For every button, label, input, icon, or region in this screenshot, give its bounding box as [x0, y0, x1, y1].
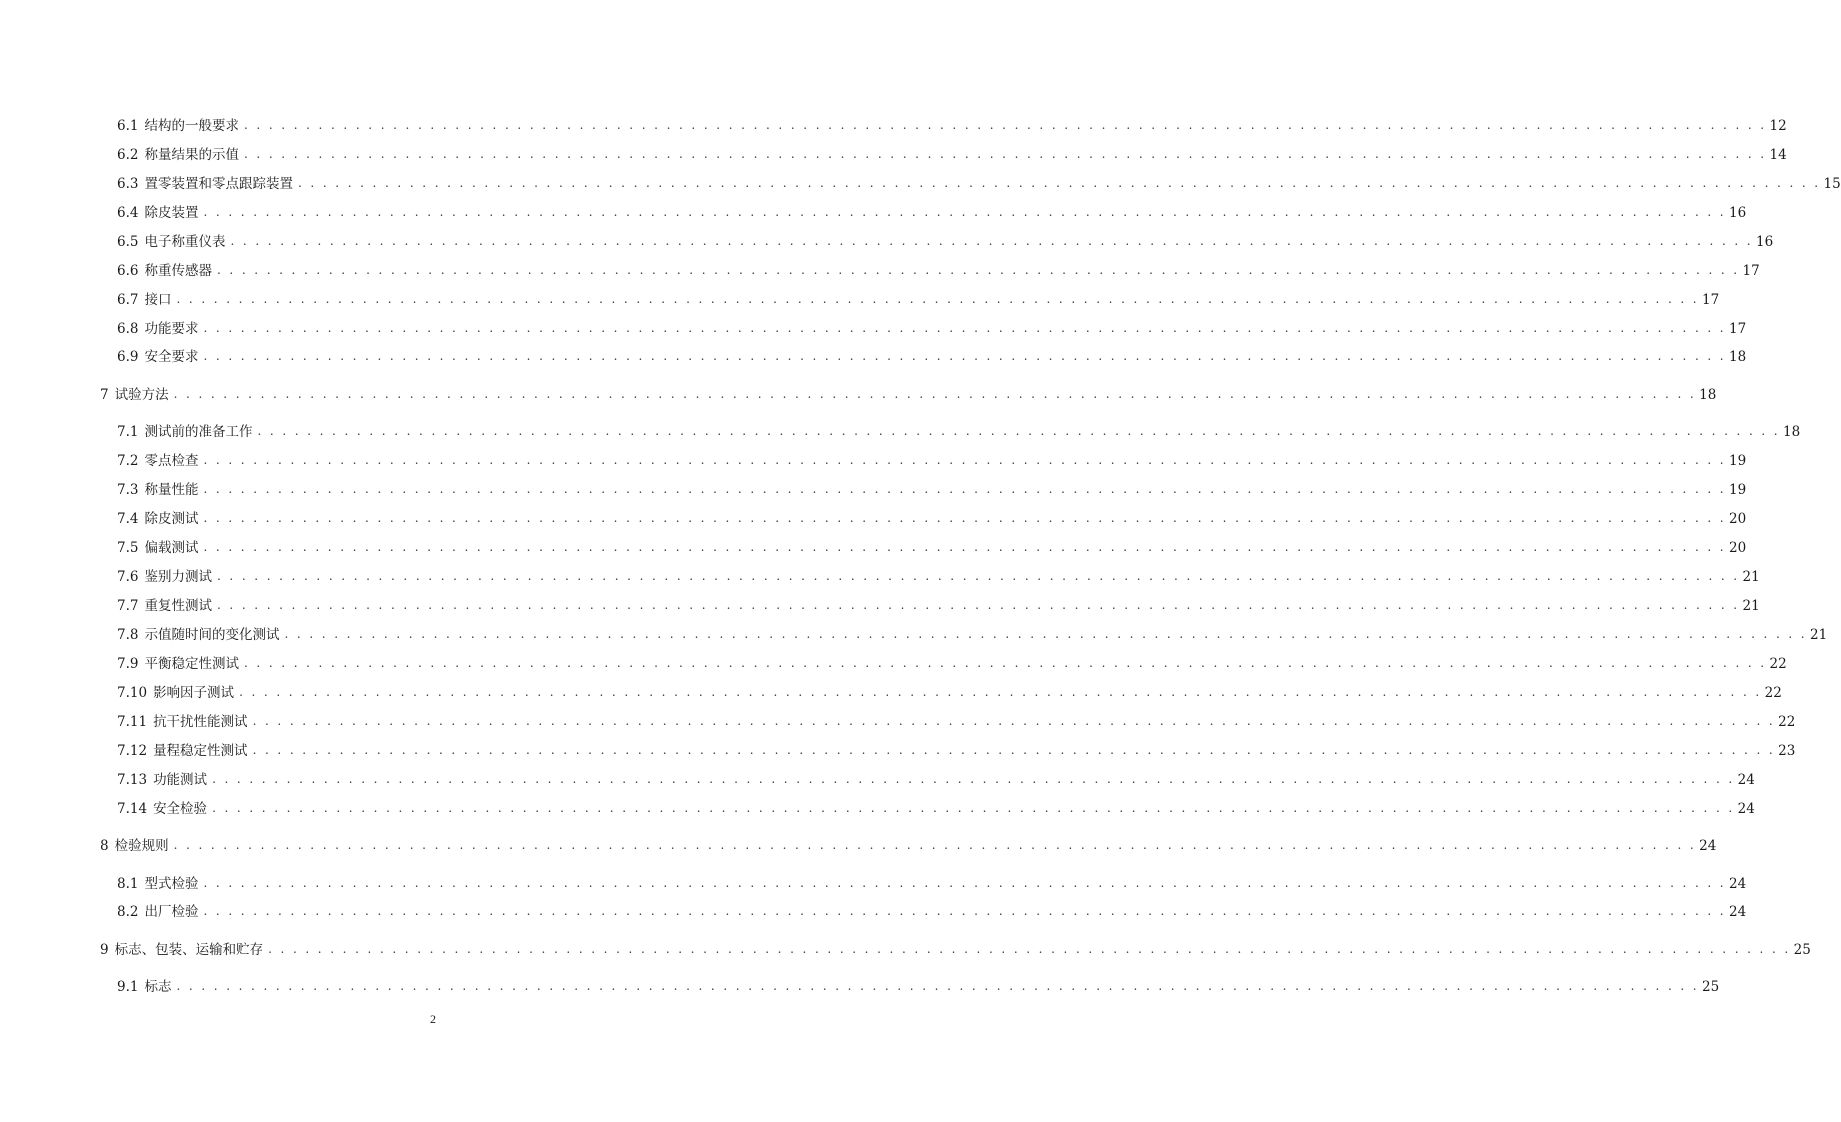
toc-dot-leader: . . . . . . . . . . . . . . . . . . . . . . . . . . . . . . . . . . . . . . . . . . . . . . . . . . . . . . . . . . . . . . . . . . . . . . . . . . . . . . . . . . . . . . . . . . . . . . . . . . . . . . . . . . . . . . . . . . . . . . . . . . . — [176, 979, 1700, 993]
toc-entry-title: 标志 — [144, 979, 172, 995]
toc-section-entry[interactable] — [117, 291, 1720, 309]
toc-entry-number: 6.4 — [117, 205, 139, 221]
toc-section-entry[interactable] — [117, 742, 1796, 760]
toc-entry-page: 25 — [1793, 942, 1811, 958]
toc-entry-title: 型式检验 — [144, 876, 199, 892]
toc-entry-page: 24 — [1729, 876, 1747, 892]
toc-entry-number: 7.5 — [117, 540, 139, 556]
toc-section-entry[interactable] — [117, 655, 1787, 673]
toc-entry-number: 7.7 — [117, 598, 139, 614]
toc-section-entry[interactable] — [117, 903, 1747, 921]
toc-entry-title: 检验规则 — [114, 838, 169, 854]
toc-section-entry[interactable] — [117, 204, 1747, 222]
toc-entry-page: 16 — [1756, 234, 1774, 250]
toc-entry-title: 影响因子测试 — [153, 685, 235, 701]
toc-dot-leader: . . . . . . . . . . . . . . . . . . . . . . . . . . . . . . . . . . . . . . . . . . . . . . . . . . . . . . . . . . . . . . . . . . . . . . . . . . . . . . . . . . . . . . . . . . . . . . . . . . . . . . . . . . . . . . . . . . . . . . . . . . . — [268, 942, 1791, 956]
toc-section-entry[interactable] — [117, 146, 1787, 164]
toc-entry-number: 6.5 — [117, 234, 139, 250]
toc-dot-leader: . . . . . . . . . . . . . . . . . . . . . . . . . . . . . . . . . . . . . . . . . . . . . . . . . . . . . . . . . . . . . . . . . . . . . . . . . . . . . . . . . . . . . . . . . . . . . . . . . . . . . . . . . . . . . . . . . . . . . . . . . . . — [203, 205, 1727, 219]
toc-entry-title: 接口 — [144, 292, 172, 308]
toc-entry-page: 25 — [1702, 979, 1720, 995]
toc-section-entry[interactable] — [117, 597, 1760, 615]
toc-dot-leader: . . . . . . . . . . . . . . . . . . . . . . . . . . . . . . . . . . . . . . . . . . . . . . . . . . . . . . . . . . . . . . . . . . . . . . . . . . . . . . . . . . . . . . . . . . . . . . . . . . . . . . . . . . . . . . . . . . . . . . . . . . . — [252, 714, 1776, 728]
toc-entry-title: 除皮装置 — [144, 205, 199, 221]
toc-dot-leader: . . . . . . . . . . . . . . . . . . . . . . . . . . . . . . . . . . . . . . . . . . . . . . . . . . . . . . . . . . . . . . . . . . . . . . . . . . . . . . . . . . . . . . . . . . . . . . . . . . . . . . . . . . . . . . . . . . . . . . . . . . . — [243, 118, 1767, 132]
toc-dot-leader: . . . . . . . . . . . . . . . . . . . . . . . . . . . . . . . . . . . . . . . . . . . . . . . . . . . . . . . . . . . . . . . . . . . . . . . . . . . . . . . . . . . . . . . . . . . . . . . . . . . . . . . . . . . . . . . . . . . . . . . . . . . — [173, 838, 1697, 852]
toc-entry-title: 功能要求 — [144, 321, 199, 337]
toc-entry-number: 7.13 — [117, 772, 148, 788]
toc-entry-page: 22 — [1764, 685, 1782, 701]
toc-dot-leader: . . . . . . . . . . . . . . . . . . . . . . . . . . . . . . . . . . . . . . . . . . . . . . . . . . . . . . . . . . . . . . . . . . . . . . . . . . . . . . . . . . . . . . . . . . . . . . . . . . . . . . . . . . . . . . . . . . . . . . . . . . . — [257, 424, 1781, 438]
toc-entry-page: 12 — [1769, 118, 1787, 134]
toc-dot-leader: . . . . . . . . . . . . . . . . . . . . . . . . . . . . . . . . . . . . . . . . . . . . . . . . . . . . . . . . . . . . . . . . . . . . . . . . . . . . . . . . . . . . . . . . . . . . . . . . . . . . . . . . . . . . . . . . . . . . . . . . . . . — [203, 453, 1727, 467]
toc-entry-title: 标志、包装、运输和贮存 — [114, 942, 264, 958]
toc-entry-page: 21 — [1742, 569, 1760, 585]
toc-section-entry[interactable] — [117, 684, 1782, 702]
toc-entry-page: 24 — [1737, 801, 1755, 817]
toc-entry-number: 7.14 — [117, 801, 148, 817]
toc-entry-page: 18 — [1783, 424, 1801, 440]
toc-dot-leader: . . . . . . . . . . . . . . . . . . . . . . . . . . . . . . . . . . . . . . . . . . . . . . . . . . . . . . . . . . . . . . . . . . . . . . . . . . . . . . . . . . . . . . . . . . . . . . . . . . . . . . . . . . . . . . . . . . . . . . . . . . . — [176, 292, 1700, 306]
toc-entry-title: 称重传感器 — [144, 263, 212, 279]
toc-entry-number: 7.9 — [117, 656, 139, 672]
toc-section-entry[interactable] — [117, 233, 1774, 251]
toc-entry-number: 7.2 — [117, 453, 139, 469]
toc-dot-leader: . . . . . . . . . . . . . . . . . . . . . . . . . . . . . . . . . . . . . . . . . . . . . . . . . . . . . . . . . . . . . . . . . . . . . . . . . . . . . . . . . . . . . . . . . . . . . . . . . . . . . . . . . . . . . . . . . . . . . . . . . . . — [216, 598, 1740, 612]
toc-entry-page: 24 — [1737, 772, 1755, 788]
toc-entry-number: 8 — [100, 838, 109, 854]
toc-entry-title: 抗干扰性能测试 — [153, 714, 248, 730]
toc-dot-leader: . . . . . . . . . . . . . . . . . . . . . . . . . . . . . . . . . . . . . . . . . . . . . . . . . . . . . . . . . . . . . . . . . . . . . . . . . . . . . . . . . . . . . . . . . . . . . . . . . . . . . . . . . . . . . . . . . . . . . . . . . . . — [239, 685, 1762, 699]
toc-dot-leader: . . . . . . . . . . . . . . . . . . . . . . . . . . . . . . . . . . . . . . . . . . . . . . . . . . . . . . . . . . . . . . . . . . . . . . . . . . . . . . . . . . . . . . . . . . . . . . . . . . . . . . . . . . . . . . . . . . . . . . . . . . . — [230, 234, 1754, 248]
toc-entry-number: 7.10 — [117, 685, 148, 701]
toc-entry-page: 21 — [1742, 598, 1760, 614]
toc-entry-page: 20 — [1729, 540, 1747, 556]
toc-entry-number: 6.1 — [117, 118, 139, 134]
toc-entry-page: 23 — [1778, 743, 1796, 759]
toc-dot-leader: . . . . . . . . . . . . . . . . . . . . . . . . . . . . . . . . . . . . . . . . . . . . . . . . . . . . . . . . . . . . . . . . . . . . . . . . . . . . . . . . . . . . . . . . . . . . . . . . . . . . . . . . . . . . . . . . . . . . . . . . . . . — [212, 801, 1735, 815]
toc-entry-page: 19 — [1729, 453, 1747, 469]
toc-entry-title: 置零装置和零点跟踪装置 — [144, 176, 293, 192]
toc-entry-title: 称量结果的示值 — [144, 147, 239, 163]
toc-entry-title: 重复性测试 — [144, 598, 212, 614]
toc-entry-number: 7.12 — [117, 743, 148, 759]
toc-section-entry[interactable] — [117, 568, 1760, 586]
toc-entry-number: 9 — [100, 942, 109, 958]
toc-entry-page: 21 — [1810, 627, 1828, 643]
toc-entry-page: 17 — [1729, 321, 1747, 337]
toc-entry-title: 平衡稳定性测试 — [144, 656, 239, 672]
toc-dot-leader: . . . . . . . . . . . . . . . . . . . . . . . . . . . . . . . . . . . . . . . . . . . . . . . . . . . . . . . . . . . . . . . . . . . . . . . . . . . . . . . . . . . . . . . . . . . . . . . . . . . . . . . . . . . . . . . . . . . . . . . . . . . — [216, 263, 1740, 277]
toc-section-entry[interactable] — [117, 510, 1747, 528]
toc-entry-title: 量程稳定性测试 — [153, 743, 248, 759]
toc-entry-page: 24 — [1699, 838, 1717, 854]
toc-entry-title: 功能测试 — [153, 772, 208, 788]
toc-dot-leader: . . . . . . . . . . . . . . . . . . . . . . . . . . . . . . . . . . . . . . . . . . . . . . . . . . . . . . . . . . . . . . . . . . . . . . . . . . . . . . . . . . . . . . . . . . . . . . . . . . . . . . . . . . . . . . . . . . . . . . . . . . . — [203, 321, 1727, 335]
toc-section-entry[interactable] — [117, 348, 1747, 366]
toc-section-entry[interactable] — [117, 626, 1828, 644]
toc-entry-title: 结构的一般要求 — [144, 118, 239, 134]
toc-entry-page: 17 — [1702, 292, 1720, 308]
toc-entry-title: 称量性能 — [144, 482, 199, 498]
toc-entry-title: 电子称重仪表 — [144, 234, 226, 250]
toc-section-entry[interactable] — [117, 978, 1720, 996]
toc-entry-page: 15 — [1823, 176, 1841, 192]
toc-entry-title: 示值随时间的变化测试 — [144, 627, 280, 643]
toc-entry-number: 7.11 — [117, 714, 148, 730]
toc-entry-page: 22 — [1778, 714, 1796, 730]
toc-entry-page: 18 — [1729, 349, 1747, 365]
toc-entry-title: 鉴别力测试 — [144, 569, 212, 585]
toc-entry-number: 7 — [100, 387, 109, 403]
toc-entry-title: 安全要求 — [144, 349, 199, 365]
toc-section-entry[interactable] — [117, 423, 1801, 441]
toc-entry-number: 7.8 — [117, 627, 139, 643]
toc-dot-leader: . . . . . . . . . . . . . . . . . . . . . . . . . . . . . . . . . . . . . . . . . . . . . . . . . . . . . . . . . . . . . . . . . . . . . . . . . . . . . . . . . . . . . . . . . . . . . . . . . . . . . . . . . . . . . . . . . . . . . . . . . . . — [203, 904, 1727, 918]
toc-dot-leader: . . . . . . . . . . . . . . . . . . . . . . . . . . . . . . . . . . . . . . . . . . . . . . . . . . . . . . . . . . . . . . . . . . . . . . . . . . . . . . . . . . . . . . . . . . . . . . . . . . . . . . . . . . . . . . . . . . . . . . . . . . . — [284, 627, 1808, 641]
toc-entry-page: 24 — [1729, 904, 1747, 920]
toc-entry-title: 出厂检验 — [144, 904, 199, 920]
toc-dot-leader: . . . . . . . . . . . . . . . . . . . . . . . . . . . . . . . . . . . . . . . . . . . . . . . . . . . . . . . . . . . . . . . . . . . . . . . . . . . . . . . . . . . . . . . . . . . . . . . . . . . . . . . . . . . . . . . . . . . . . . . . . . . — [216, 569, 1740, 583]
toc-section-entry[interactable] — [117, 262, 1760, 280]
toc-entry-number: 6.2 — [117, 147, 139, 163]
toc-dot-leader: . . . . . . . . . . . . . . . . . . . . . . . . . . . . . . . . . . . . . . . . . . . . . . . . . . . . . . . . . . . . . . . . . . . . . . . . . . . . . . . . . . . . . . . . . . . . . . . . . . . . . . . . . . . . . . . . . . . . . . . . . . . — [203, 482, 1727, 496]
toc-entry-title: 零点检查 — [144, 453, 199, 469]
toc-chapter-entry[interactable] — [100, 837, 1717, 855]
toc-entry-title: 测试前的准备工作 — [144, 424, 253, 440]
toc-entry-number: 6.6 — [117, 263, 139, 279]
toc-entry-page: 16 — [1729, 205, 1747, 221]
toc-entry-number: 6.3 — [117, 176, 139, 192]
toc-entry-title: 试验方法 — [114, 387, 169, 403]
toc-section-entry[interactable] — [117, 320, 1747, 338]
toc-entry-title: 除皮测试 — [144, 511, 199, 527]
toc-dot-leader: . . . . . . . . . . . . . . . . . . . . . . . . . . . . . . . . . . . . . . . . . . . . . . . . . . . . . . . . . . . . . . . . . . . . . . . . . . . . . . . . . . . . . . . . . . . . . . . . . . . . . . . . . . . . . . . . . . . . . . . . . . . — [243, 147, 1767, 161]
toc-entry-page: 14 — [1769, 147, 1787, 163]
toc-dot-leader: . . . . . . . . . . . . . . . . . . . . . . . . . . . . . . . . . . . . . . . . . . . . . . . . . . . . . . . . . . . . . . . . . . . . . . . . . . . . . . . . . . . . . . . . . . . . . . . . . . . . . . . . . . . . . . . . . . . . . . . . . . . — [203, 540, 1727, 554]
toc-section-entry[interactable] — [117, 875, 1747, 893]
toc-section-entry[interactable] — [117, 539, 1747, 557]
toc-chapter-entry[interactable] — [100, 941, 1811, 959]
toc-dot-leader: . . . . . . . . . . . . . . . . . . . . . . . . . . . . . . . . . . . . . . . . . . . . . . . . . . . . . . . . . . . . . . . . . . . . . . . . . . . . . . . . . . . . . . . . . . . . . . . . . . . . . . . . . . . . . . . . . . . . . . . . . . . — [203, 349, 1727, 363]
toc-section-entry[interactable] — [117, 175, 1841, 193]
toc-dot-leader: . . . . . . . . . . . . . . . . . . . . . . . . . . . . . . . . . . . . . . . . . . . . . . . . . . . . . . . . . . . . . . . . . . . . . . . . . . . . . . . . . . . . . . . . . . . . . . . . . . . . . . . . . . . . . . . . . . . . . . . . . . . — [243, 656, 1767, 670]
toc-entry-number: 6.7 — [117, 292, 139, 308]
toc-section-entry[interactable] — [117, 713, 1796, 731]
toc-entry-page: 17 — [1742, 263, 1760, 279]
toc-entry-number: 7.3 — [117, 482, 139, 498]
toc-dot-leader: . . . . . . . . . . . . . . . . . . . . . . . . . . . . . . . . . . . . . . . . . . . . . . . . . . . . . . . . . . . . . . . . . . . . . . . . . . . . . . . . . . . . . . . . . . . . . . . . . . . . . . . . . . . . . . . . . . . . . . . . . . . — [203, 511, 1727, 525]
toc-entry-number: 8.2 — [117, 904, 139, 920]
toc-entry-title: 安全检验 — [153, 801, 208, 817]
toc-entry-number: 7.4 — [117, 511, 139, 527]
page-number: 2 — [430, 1012, 436, 1026]
toc-entry-number: 7.6 — [117, 569, 139, 585]
toc-section-entry[interactable] — [117, 800, 1755, 818]
toc-entry-page: 20 — [1729, 511, 1747, 527]
toc-entry-page: 22 — [1769, 656, 1787, 672]
toc-section-entry[interactable] — [117, 452, 1747, 470]
toc-chapter-entry[interactable] — [100, 386, 1717, 404]
toc-entry-title: 偏载测试 — [144, 540, 199, 556]
toc-entry-number: 9.1 — [117, 979, 139, 995]
toc-entry-page: 19 — [1729, 482, 1747, 498]
toc-section-entry[interactable] — [117, 481, 1747, 499]
toc-dot-leader: . . . . . . . . . . . . . . . . . . . . . . . . . . . . . . . . . . . . . . . . . . . . . . . . . . . . . . . . . . . . . . . . . . . . . . . . . . . . . . . . . . . . . . . . . . . . . . . . . . . . . . . . . . . . . . . . . . . . . . . . . . . — [297, 176, 1821, 190]
toc-entry-number: 7.1 — [117, 424, 139, 440]
toc-dot-leader: . . . . . . . . . . . . . . . . . . . . . . . . . . . . . . . . . . . . . . . . . . . . . . . . . . . . . . . . . . . . . . . . . . . . . . . . . . . . . . . . . . . . . . . . . . . . . . . . . . . . . . . . . . . . . . . . . . . . . . . . . . . — [252, 743, 1776, 757]
toc-entry-number: 6.8 — [117, 321, 139, 337]
toc-section-entry[interactable] — [117, 117, 1787, 135]
toc-dot-leader: . . . . . . . . . . . . . . . . . . . . . . . . . . . . . . . . . . . . . . . . . . . . . . . . . . . . . . . . . . . . . . . . . . . . . . . . . . . . . . . . . . . . . . . . . . . . . . . . . . . . . . . . . . . . . . . . . . . . . . . . . . . — [203, 876, 1727, 890]
toc-entry-number: 8.1 — [117, 876, 139, 892]
toc-dot-leader: . . . . . . . . . . . . . . . . . . . . . . . . . . . . . . . . . . . . . . . . . . . . . . . . . . . . . . . . . . . . . . . . . . . . . . . . . . . . . . . . . . . . . . . . . . . . . . . . . . . . . . . . . . . . . . . . . . . . . . . . . . . — [212, 772, 1735, 786]
toc-dot-leader: . . . . . . . . . . . . . . . . . . . . . . . . . . . . . . . . . . . . . . . . . . . . . . . . . . . . . . . . . . . . . . . . . . . . . . . . . . . . . . . . . . . . . . . . . . . . . . . . . . . . . . . . . . . . . . . . . . . . . . . . . . . — [173, 387, 1697, 401]
toc-entry-page: 18 — [1699, 387, 1717, 403]
toc-entry-number: 6.9 — [117, 349, 139, 365]
toc-section-entry[interactable] — [117, 771, 1755, 789]
